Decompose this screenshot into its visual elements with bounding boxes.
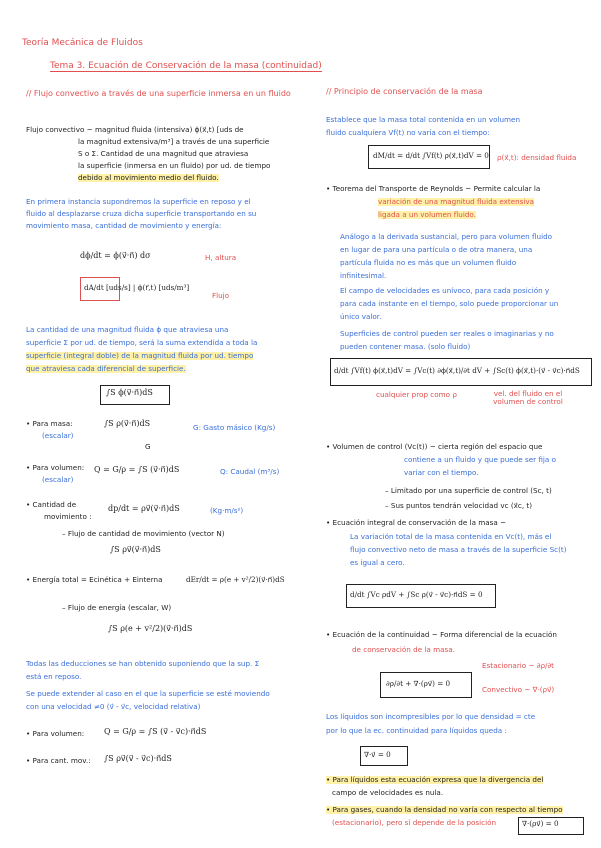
mass-conservation-eq: dM/dt = d/dt ∫Vf(t) ρ(x⃗,t)dV = 0 (373, 151, 489, 160)
vol-moving-eq: Q = G/ρ = ∫S (v⃗ - v⃗c)·n⃗dS (104, 727, 207, 736)
item-volumen-label: • Para volumen: (26, 463, 85, 472)
continuidad-label: • Ecuación de la continuidad ~ Forma diferencial de la ecuación (326, 630, 557, 639)
vc-sub2: – Sus puntos tendrán velocidad vc (x⃗c, t) (385, 501, 533, 510)
gas-equation: ∇·(ρv⃗) = 0 (522, 819, 559, 828)
liquid-equation: ∇·v⃗ = 0 (364, 750, 391, 759)
continuidad-line: de conservación de la masa. (352, 645, 455, 654)
flujo-mov-label: – Flujo de cantidad de movimiento (vector N) (62, 529, 225, 538)
item-cantmov-note: (Kg·m/s²) (210, 506, 244, 515)
item-cantmov-eq: dp/dt = ρv⃗(v⃗·n⃗)dS (108, 504, 180, 513)
rtt-note-left: cualquier prop como ρ (376, 390, 457, 399)
flujo-energia-label: – Flujo de energía (escalar, W) (62, 603, 172, 612)
eq-note-flujo: Flujo (212, 291, 230, 300)
item-masa-sub: (escalar) (42, 431, 74, 440)
vc-sub1: – Limitado por una superficie de control (Sc, t) (385, 486, 552, 495)
eq-note-altura: H, altura (205, 253, 237, 262)
cm-moving-label: • Para cant. mov.: (26, 756, 91, 765)
item-masa-eq: ∫S ρ(v⃗·n⃗)dS (104, 419, 151, 428)
notes-page: Teoría Mecánica de Fluidos Tema 3. Ecuación de Conservación de la masa (continuidad) // Flujo convectivo a través de una superficie inmersa en un fluido Flujo convectivo ~ magnitud fluida (intensiva) ϕ(x⃗,t) [uds de la magnitud extensiva/m³] a través de una superficie S o Σ. Cantidad de una magnitud que atraviesa la superficie (inmersa en un fluido) por ud. de tiempo debido al movimiento medio del fluido. En primera instancia supondremos la superficie en reposo y el fluido al desplazarse cruza dicha superficie transportando en su movimiento masa, cantidad de movimiento y energía: dϕ/dt = ϕ(v⃗·n⃗) dσ H, altura dA/dt [uds/s] | ϕ(r⃗,t) [uds/m³] Flujo La cantidad de una magnitud fluida ϕ que atraviesa una superficie Σ por ud. de tiempo, será la suma extendida a toda la superficie (integral doble) de la magnitud fluida por ud. tiempo que atraviesa cada diferencial de superficie. ∫S ϕ(v⃗·n⃗)dS • Para masa: (escalar) ∫S ρ(v⃗·n⃗)dS G G: Gasto másico (Kg/s) • Para volumen: (escalar) Q = G/ρ = ∫S (v⃗·n⃗)dS Q: Caudal (m³/s) • Cantidad de movimiento : dp/dt = ρv⃗(v⃗·n⃗)dS (Kg·m/s²) – Flujo de cantidad de movimiento (vector N) ∫S ρv⃗(v⃗·n⃗)dS • Energía total = Ecinética + Einterna dEr/dt = ρ(e + v²/2)(v⃗·n⃗)dS – Flujo de energía (escalar, W) ∫S ρ(e + v²/2)(v⃗·n⃗)dS Todas las deducciones se han obtenido suponiendo que la sup. Σ está en reposo. Se puede extender al caso en el que la superficie se esté moviendo con una velocidad ≠0 (v⃗ - v⃗c, velocidad relativa) • Para volumen: Q = G/ρ = ∫S (v⃗ - v⃗c)·n⃗dS • Para cant. mov.: ∫S ρv⃗(v⃗ - v⃗c)·n⃗dS // Principio de conservación de la masa Establece que la masa total contenida en un volumen fluido cualquiera Vf(t) no varía con el tiempo: dM/dt = d/dt ∫Vf(t) ρ(x⃗,t)dV = 0 ρ(x⃗,t): densidad fluida • Teorema del Transporte de Reynolds ~ Permite calcular la variación de una magnitud fluida extensiva ligada a un volumen fluido. Análogo a la derivada sustancial, pero para volumen fluido en lugar de para una partícula o de otra manera, una partícula fluida no es más que un volumen fluido infinitesimal. El campo de velocidades es unívoco, para cada posición y para cada instante en el tiempo, solo puede proporcionar un único valor. Superficies de control pueden ser reales o imaginarias y no pueden contener masa. (solo fluido) d/dt ∫Vf(t) ϕ(x⃗,t)dV = ∫Vc(t) ∂ϕ(x⃗,t)/∂t dV + ∫Sc(t) ϕ(x⃗,t)·(v⃗ - v⃗c)·n⃗dS cualquier prop como ρ vel. del fluido en el volumen de control • Volumen de control (Vc(t)) ~ cierta región del espacio que contiene a un fluido y que puede ser fija o variar con el tiempo. – Limitado por una superficie de control (Sc, t) – Sus puntos tendrán velocidad vc (x⃗c, t) • Ecuación integral de conservación de la masa ~ La variación total de la masa contenida en Vc(t), más el flujo convectivo neto de masa a través de la superficie Sc(t) es igual a cero. d/dt ∫Vc ρdV + ∫Sc ρ(v⃗ - v⃗c)·n⃗dS = 0 • Ecuación de la continuidad ~ Forma diferencial de la ecuación de conservación de la masa. ∂ρ/∂t + ∇·(ρv⃗) = 0 Estacionario ~ ∂ρ/∂t Convectivo ~ ∇·(ρv⃗) Los líquidos son incompresibles por lo que densidad = cte por lo que la ec. continuidad para líquidos queda : ∇·v⃗ = 0 • Para líquidos esta ecuación expresa que la divergencia del campo de velocidades es nula. • Para gases, cuando la densidad no varía con respecto al tiempo (estacionario), pero sí depende de la posición ∇·(ρv⃗) = 0 (0, 0, 601, 848)
left-section-heading: // Flujo convectivo a través de una superficie inmersa en un fluido (26, 89, 291, 98)
right-section-heading: // Principio de conservación de la masa (326, 87, 483, 96)
item-volumen-eq: Q = G/ρ = ∫S (v⃗·n⃗)dS (94, 465, 180, 474)
item-masa-label: • Para masa: (26, 419, 73, 428)
item-cantmov-label: • Cantidad de (26, 500, 77, 509)
densidad-note: ρ(x⃗,t): densidad fluida (497, 153, 577, 162)
page-subtitle: Tema 3. Ecuación de Conservación de la masa (continuidad) (50, 61, 322, 71)
page-title: Teoría Mecánica de Fluidos (22, 38, 143, 48)
rtt-note-right: vel. del fluido en el volumen de control (493, 389, 563, 406)
equation-dphi: dϕ/dt = ϕ(v⃗·n⃗) dσ (80, 251, 151, 260)
vc-label: • Volumen de control (Vc(t)) ~ cierta región del espacio que (326, 442, 543, 451)
convectivo-note: Convectivo ~ ∇·(ρv⃗) (482, 685, 555, 694)
continuity-equation: ∂ρ/∂t + ∇·(ρv⃗) = 0 (386, 679, 451, 688)
rtt-equation: d/dt ∫Vf(t) ϕ(x⃗,t)dV = ∫Vc(t) ∂ϕ(x⃗,t)/∂t dV + ∫Sc(t) ϕ(x⃗,t)·(v⃗ - v⃗c)·n⃗dS (334, 366, 580, 375)
reynolds-label: • Teorema del Transporte de Reynolds ~ Permite calcular la (326, 184, 541, 193)
item-volumen-sub: (escalar) (42, 475, 74, 484)
item-volumen-note: Q: Caudal (m³/s) (220, 467, 280, 476)
item-masa-note: G: Gasto másico (Kg/s) (193, 423, 276, 432)
item-masa-under: G (145, 442, 151, 451)
estacionario-note: Estacionario ~ ∂ρ/∂t (482, 661, 554, 670)
vol-moving-label: • Para volumen: (26, 729, 85, 738)
cm-moving-eq: ∫S ρv⃗(v⃗ - v⃗c)·n⃗dS (104, 754, 172, 763)
equation-flux-integral: ∫S ϕ(v⃗·n⃗)dS (106, 388, 153, 397)
equation-dA: dA/dt [uds/s] | ϕ(r⃗,t) [uds/m³] (84, 283, 190, 292)
energia-label: • Energía total = Ecinética + Einterna (26, 575, 163, 584)
integral-label: • Ecuación integral de conservación de la masa ~ (326, 518, 507, 527)
flujo-energia-eq: ∫S ρ(e + v²/2)(v⃗·n⃗)dS (108, 624, 193, 633)
energia-eq: dEr/dt = ρ(e + v²/2)(v⃗·n⃗)dS (186, 575, 285, 584)
integral-equation: d/dt ∫Vc ρdV + ∫Sc ρ(v⃗ - v⃗c)·n⃗dS = 0 (350, 590, 483, 599)
flujo-mov-eq: ∫S ρv⃗(v⃗·n⃗)dS (110, 545, 161, 554)
item-cantmov-sub: movimiento : (44, 512, 92, 521)
